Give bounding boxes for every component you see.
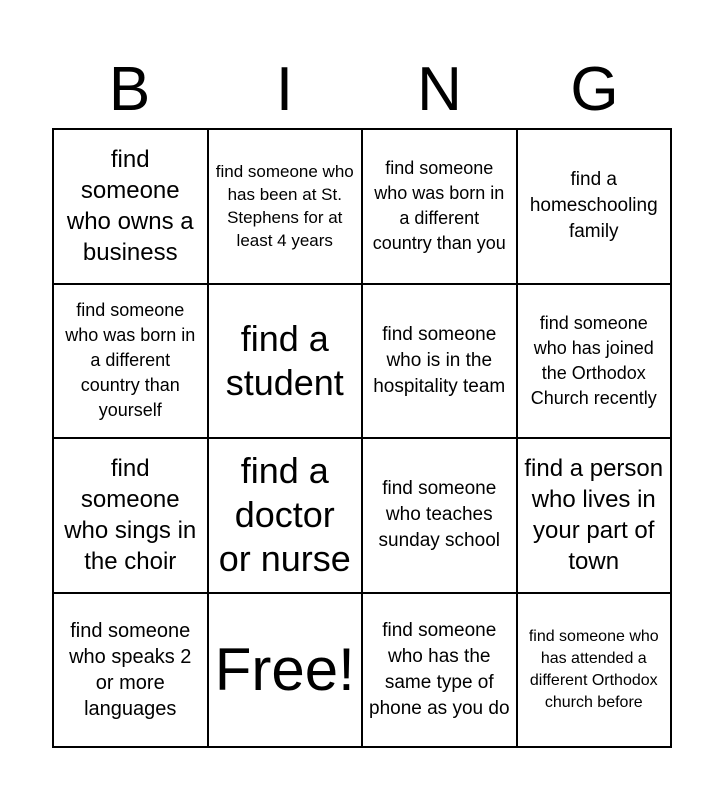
bingo-cell[interactable] (362, 129, 517, 284)
bingo-cell[interactable] (362, 438, 517, 593)
bingo-cell-text: find someone who has been at St. Stephens for at least 4 years (215, 162, 354, 251)
bingo-cell[interactable] (362, 284, 517, 439)
bingo-cell-text: find someone who was born in a different country than yourself (65, 300, 196, 421)
bingo-cell-text: find someone who speaks 2 or more languages (69, 619, 192, 720)
bingo-cell-text: find someone who sings in the choir (64, 455, 197, 576)
free-space-text: Free! (214, 635, 355, 703)
header-letter-n: N (417, 55, 462, 124)
bingo-cell[interactable] (517, 129, 672, 284)
bingo-cell[interactable] (517, 593, 672, 748)
bingo-cell-text: find someone who is in the hospitality team (373, 323, 506, 397)
header-letter-b: B (108, 55, 151, 124)
bingo-cell[interactable] (53, 129, 208, 284)
free-space-cell[interactable] (208, 593, 363, 748)
bingo-cell-text: find someone who owns a business (66, 146, 194, 267)
bingo-cell[interactable] (362, 593, 517, 748)
bingo-cell-text: find someone who was born in a different country than you (372, 158, 506, 254)
bingo-cell-text: find someone who has the same type of phone as you do (369, 619, 510, 719)
bingo-cell[interactable] (517, 438, 672, 593)
bingo-cell-text: find someone who teaches sunday school (378, 478, 500, 552)
bingo-cell[interactable] (517, 284, 672, 439)
bingo-cell[interactable] (208, 438, 363, 593)
bingo-cell[interactable] (53, 284, 208, 439)
bingo-cell-text: find a doctor or nurse (218, 450, 351, 580)
bingo-cell[interactable] (53, 438, 208, 593)
bingo-cell-text: find a student (225, 317, 344, 403)
header-letter-i: I (275, 55, 294, 124)
bingo-board (52, 128, 672, 748)
bingo-cell-text: find a homeschooling family (529, 169, 658, 243)
bingo-cell[interactable] (53, 593, 208, 748)
bingo-cell-text: find someone who has joined the Orthodox Church recently (530, 312, 657, 408)
bingo-cell[interactable] (208, 129, 363, 284)
bingo-cell[interactable] (208, 284, 363, 439)
bingo-cell-text: find someone who has attended a different Orthodox church before (528, 627, 659, 711)
bingo-header (52, 50, 672, 130)
bingo-cell-text: find a person who lives in your part of town (524, 455, 664, 576)
header-letter-g: G (570, 55, 619, 124)
